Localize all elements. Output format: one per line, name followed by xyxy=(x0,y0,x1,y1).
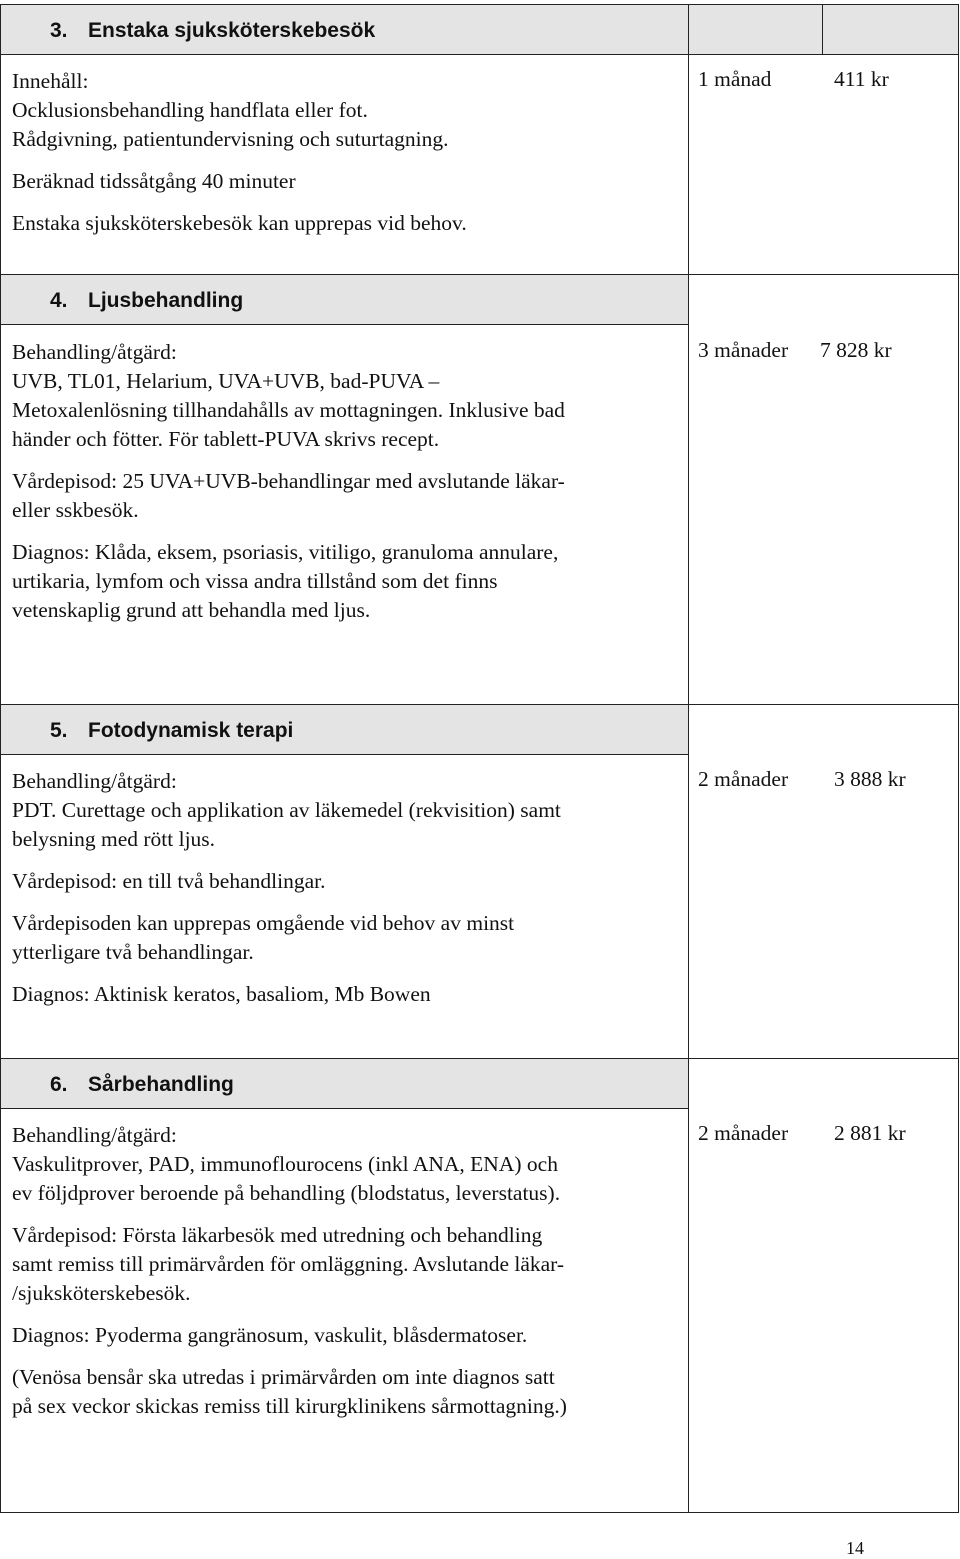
section-title-text: Ljusbehandling xyxy=(88,289,244,312)
price: 3 888 kr xyxy=(834,767,906,791)
body-line: Vårdepisod: Första läkarbesök med utredning och behandling xyxy=(12,1223,543,1247)
body-line: Vaskulitprover, PAD, immunoflourocens (inkl ANA, ENA) och xyxy=(12,1152,558,1176)
body-line: Vårdepisod: en till två behandlingar. xyxy=(12,869,326,893)
body-line: PDT. Curettage och applikation av läkemedel (rekvisition) samt xyxy=(12,798,561,822)
body-line: Vårdepisoden kan upprepas omgående vid behov av minst xyxy=(12,911,515,935)
body-line: Behandling/åtgärd: xyxy=(12,340,177,364)
body-line: (Venösa bensår ska utredas i primärvården om inte diagnos satt xyxy=(12,1365,555,1389)
body-line: ytterligare två behandlingar. xyxy=(12,940,254,964)
table-rule xyxy=(0,1108,688,1109)
table-rule xyxy=(0,704,959,705)
body-line: Vårdepisod: 25 UVA+UVB-behandlingar med avslutande läkar- xyxy=(12,469,565,493)
body-line: Diagnos: Pyoderma gangränosum, vaskulit, blåsdermatoser. xyxy=(12,1323,528,1347)
body-line: på sex veckor skickas remiss till kirurgklinikens sårmottagning.) xyxy=(12,1394,567,1418)
section-body xyxy=(12,338,682,625)
table-rule xyxy=(0,1512,959,1513)
section-number: 5. xyxy=(50,719,68,742)
body-line: Ocklusionsbehandling handflata eller fot. xyxy=(12,98,368,122)
section-title xyxy=(50,289,243,313)
price: 7 828 kr xyxy=(820,338,892,362)
table-rule xyxy=(0,274,959,275)
table-rule xyxy=(0,754,688,755)
section-title-text: Sårbehandling xyxy=(88,1073,234,1096)
section-body xyxy=(12,767,682,1009)
section-body xyxy=(12,1121,682,1421)
section-title xyxy=(50,1073,234,1097)
section-title-text: Fotodynamisk terapi xyxy=(88,719,294,742)
body-line: Behandling/åtgärd: xyxy=(12,1123,177,1147)
section-body xyxy=(12,67,682,238)
section-number: 3. xyxy=(50,19,68,42)
body-line: Diagnos: Aktinisk keratos, basaliom, Mb Bowen xyxy=(12,982,431,1006)
body-line: Innehåll: xyxy=(12,69,89,93)
section-number: 6. xyxy=(50,1073,68,1096)
section-title xyxy=(50,719,293,743)
duration: 3 månader xyxy=(698,338,789,362)
body-line: Metoxalenlösning tillhandahålls av mottagningen. Inklusive bad xyxy=(12,398,565,422)
table-rule xyxy=(0,324,688,325)
table-rule xyxy=(958,4,959,1513)
price: 2 881 kr xyxy=(834,1121,906,1145)
body-line: händer och fötter. För tablett-PUVA skrivs recept. xyxy=(12,427,440,451)
body-line: Behandling/åtgärd: xyxy=(12,769,177,793)
body-line: urtikaria, lymfom och vissa andra tillstånd som det finns xyxy=(12,569,498,593)
section-header-bg xyxy=(688,4,959,54)
body-line: Enstaka sjuksköterskebesök kan upprepas vid behov. xyxy=(12,211,467,235)
table-rule xyxy=(0,4,1,1513)
table-rule xyxy=(0,54,959,55)
price: 411 kr xyxy=(834,67,889,91)
duration: 2 månader xyxy=(698,1121,789,1145)
page-number: 14 xyxy=(846,1538,864,1558)
body-line: Diagnos: Klåda, eksem, psoriasis, vitiligo, granuloma annulare, xyxy=(12,540,559,564)
section-number: 4. xyxy=(50,289,68,312)
body-line: Beräknad tidssåtgång 40 minuter xyxy=(12,169,296,193)
body-line: UVB, TL01, Helarium, UVA+UVB, bad-PUVA – xyxy=(12,369,440,393)
body-line: ev följdprover beroende på behandling (blodstatus, leverstatus). xyxy=(12,1181,561,1205)
table-rule xyxy=(0,1058,959,1059)
duration: 1 månad xyxy=(698,67,772,91)
table-rule xyxy=(688,4,689,1513)
table-rule xyxy=(0,4,959,5)
body-line: Rådgivning, patientundervisning och suturtagning. xyxy=(12,127,449,151)
body-line: /sjuksköterskebesök. xyxy=(12,1281,191,1305)
duration: 2 månader xyxy=(698,767,789,791)
body-line: eller sskbesök. xyxy=(12,498,139,522)
section-title-text: Enstaka sjuksköterskebesök xyxy=(88,19,376,42)
body-line: belysning med rött ljus. xyxy=(12,827,216,851)
table-rule xyxy=(822,4,823,55)
section-title xyxy=(50,19,375,43)
body-line: samt remiss till primärvården för omläggning. Avslutande läkar- xyxy=(12,1252,565,1276)
body-line: vetenskaplig grund att behandla med ljus. xyxy=(12,598,371,622)
